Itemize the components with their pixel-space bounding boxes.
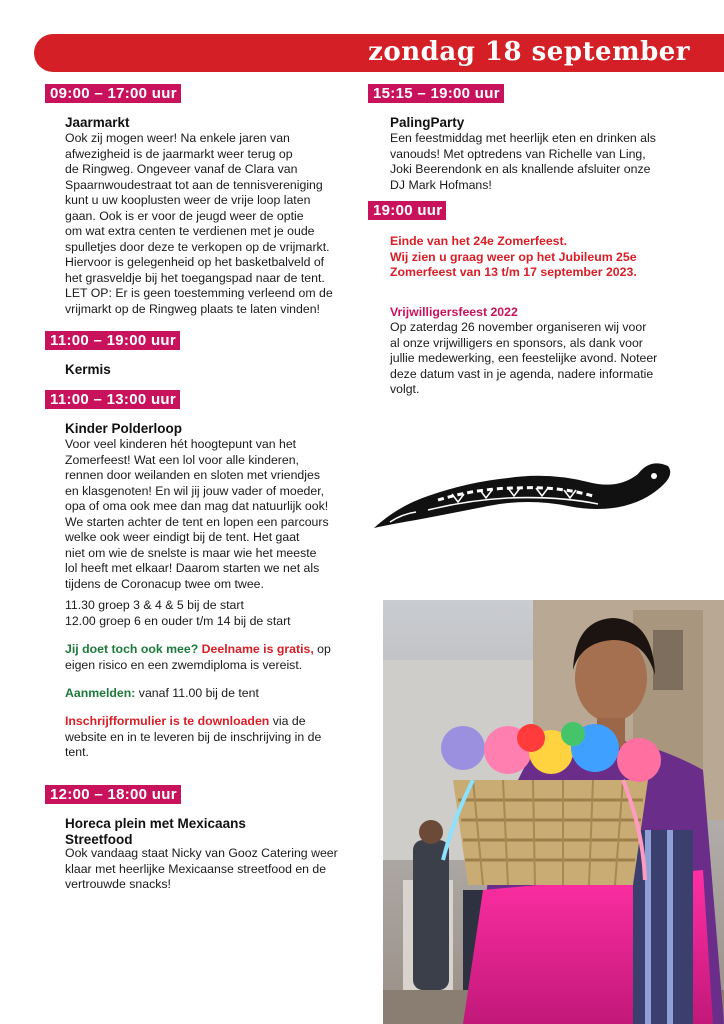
- time-badge-kermis: 11:00 – 19:00 uur: [45, 331, 180, 350]
- polderloop-body: Voor veel kinderen hét hoogtepunt van het Zomerfeest! Wat een lol voor alle kinderen, rennen door weilanden en sloten met vriendjes en klasgenoten! En wil jij jouw vader of moeder, opa of oma ook mee dan mag dat natuurlijk ook! We starten achter de tent en lopen een parcours welke ook weer eindigt bij de tent. Het gaat niet om wie de snelste is maar wie het meeste lol heeft met elkaar! Daarom starten we net als tijdens de Coronacup twee om twee.: [65, 437, 329, 591]
- girl-with-flower-basket-photo: [383, 600, 724, 1024]
- polderloop-form-info: Inschrijfformulier is te downloaden via de website en in te leveren bij de inschrijving in de tent.: [65, 714, 322, 759]
- heading-kermis: Kermis: [65, 362, 111, 377]
- heading-vrijwilligersfeest: Vrijwilligersfeest 2022: [390, 305, 518, 319]
- heading-horeca: Horeca plein met Mexicaans Streetfood: [65, 816, 246, 847]
- heading-jaarmarkt: Jaarmarkt: [65, 115, 130, 130]
- time-badge-einde: 19:00 uur: [368, 201, 446, 220]
- time-badge-polderloop: 11:00 – 13:00 uur: [45, 390, 180, 409]
- palingparty-body: Een feestmiddag met heerlijk eten en drinken als vanouds! Met optredens van Richelle van Ling, Joki Beerendonk en als knallende afsluiter onze DJ Mark Hofmans!: [390, 131, 656, 192]
- time-badge-palingparty: 15:15 – 19:00 uur: [368, 84, 504, 103]
- form-download-link[interactable]: Inschrijfformulier is te downloaden: [65, 714, 270, 728]
- page-title: zondag 18 september: [368, 37, 690, 67]
- participation-free: Deelname is gratis,: [201, 642, 314, 656]
- serpent-ornament-icon: [368, 448, 678, 538]
- heading-palingparty: PalingParty: [390, 115, 465, 130]
- polderloop-signup: Aanmelden: vanaf 11.00 bij de tent: [65, 686, 259, 700]
- polderloop-participation: Jij doet toch ook mee? Deelname is gratis, op eigen risico en een zwemdiploma is vereist.: [65, 642, 331, 672]
- jaarmarkt-body: Ook zij mogen weer! Na enkele jaren van afwezigheid is de jaarmarkt weer terug op de Ringweg. Ongeveer vanaf de Clara van Spaarnwoudestraat tot aan de tennisvereniging kunt u uw kooplusten weer de vrije loop laten gaan. Ook is er voor de jeugd weer de optie om wat extra centen te verdienen met je oude spulletjes door deze te verkopen op de vrijmarkt. Hiervoor is gelegenheid op het basketbalveld of het grasveldje bij het toegangspad naar de tent. LET OP: Er is geen toestemming verleend om de vrijmarkt op de Ringweg plaats te laten vinden!: [65, 131, 333, 316]
- time-badge-horeca: 12:00 – 18:00 uur: [45, 785, 181, 804]
- date-banner: [34, 34, 724, 72]
- polderloop-groups: 11.30 groep 3 & 4 & 5 bij de start 12.00 groep 6 en ouder t/m 14 bij de start: [65, 598, 291, 628]
- heading-polderloop: Kinder Polderloop: [65, 421, 183, 436]
- signup-label: Aanmelden:: [65, 686, 136, 700]
- horeca-body: Ook vandaag staat Nicky van Gooz Catering weer klaar met heerlijke Mexicaanse streetfood en de vertrouwde snacks!: [65, 846, 338, 891]
- vrijwilligers-body: Op zaterdag 26 november organiseren wij voor al onze vrijwilligers en sponsors, als dank voor jullie medewerking, een feestelijke avond. Noteer deze datum vast in je agenda, nadere informatie volgt.: [390, 320, 658, 396]
- einde-notice: Einde van het 24e Zomerfeest. Wij zien u graag weer op het Jubileum 25e Zomerfeest van 13 t/m 17 september 2023.: [390, 234, 637, 279]
- participation-question: Jij doet toch ook mee?: [65, 642, 199, 656]
- time-badge-jaarmarkt: 09:00 – 17:00 uur: [45, 84, 181, 103]
